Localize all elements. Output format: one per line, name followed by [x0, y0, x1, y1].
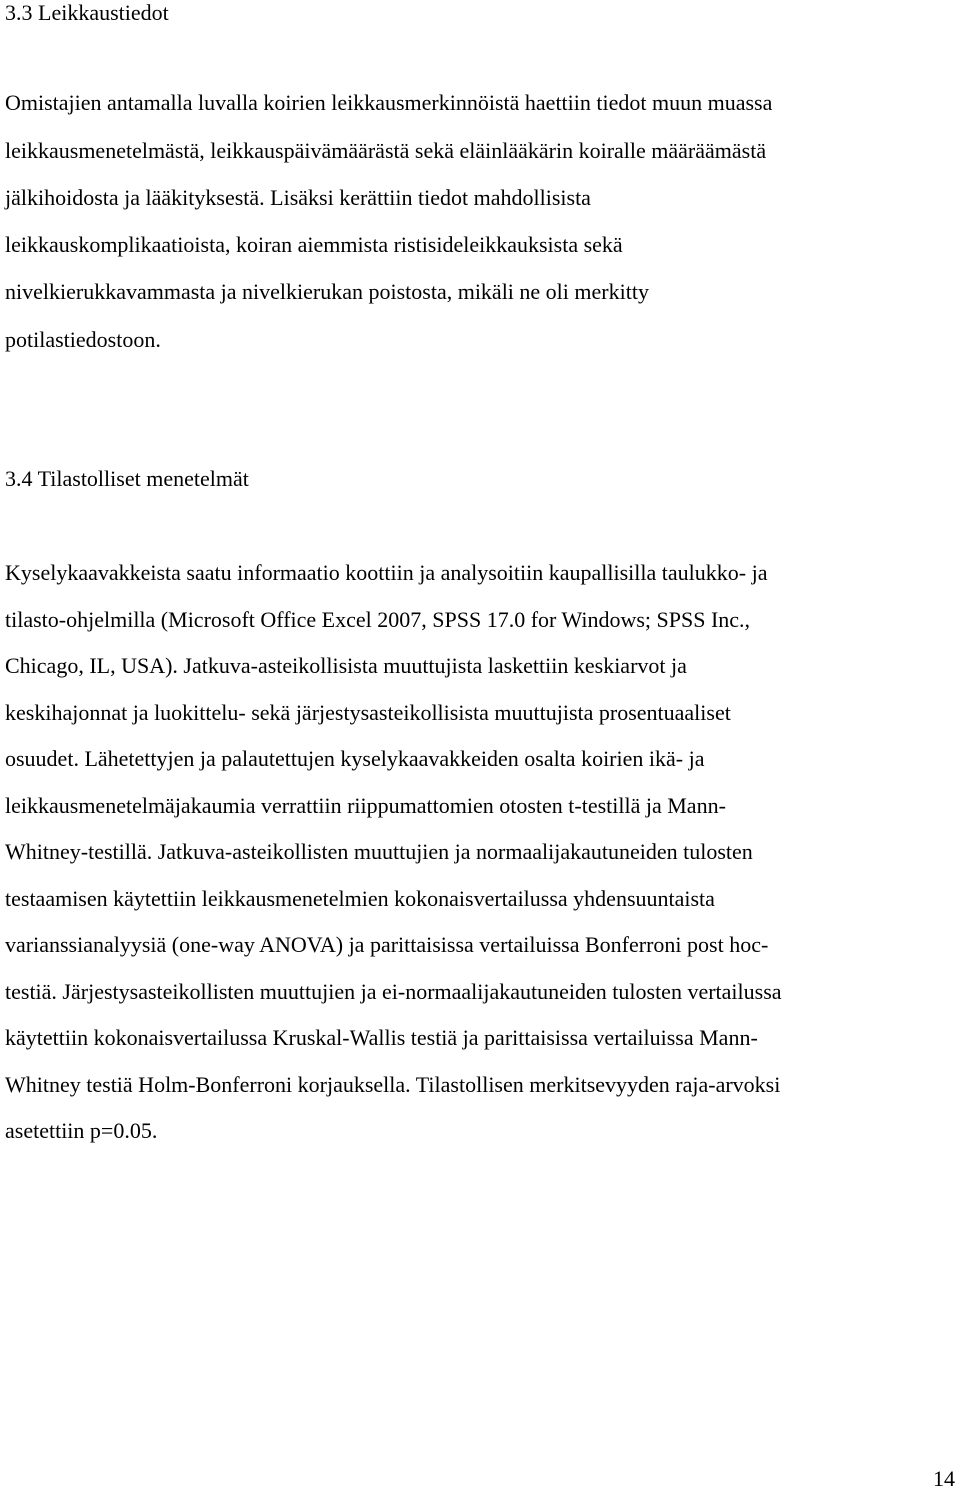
paragraph-line: potilastiedostoon.: [5, 327, 161, 352]
paragraph-line: nivelkierukkavammasta ja nivelkierukan poistosta, mikäli ne oli merkitty: [5, 279, 649, 304]
paragraph-line: Omistajien antamalla luvalla koirien leikkausmerkinnöistä haettiin tiedot muun muassa: [5, 90, 773, 115]
paragraph-line: leikkauskomplikaatioista, koiran aiemmista ristisideleikkauksista sekä: [5, 232, 623, 257]
paragraph-line: asetettiin p=0.05.: [5, 1118, 158, 1143]
paragraph-line: testaamisen käytettiin leikkausmenetelmien kokonaisvertailussa yhdensuuntaista: [5, 886, 715, 911]
paragraph-line: Whitney-testillä. Jatkuva-asteikollisten muuttujien ja normaalijakautuneiden tulosten: [5, 839, 753, 864]
paragraph-line: leikkausmenetelmästä, leikkauspäivämäärästä sekä eläinlääkärin koiralle määräämästä: [5, 138, 767, 163]
paragraph-line: varianssianalyysiä (one-way ANOVA) ja parittaisissa vertailuissa Bonferroni post hoc-: [5, 932, 769, 957]
paragraph-line: Whitney testiä Holm-Bonferroni korjauksella. Tilastollisen merkitsevyyden raja-arvoksi: [5, 1072, 781, 1097]
paragraph-line: Chicago, IL, USA). Jatkuva-asteikollisista muuttujista laskettiin keskiarvot ja: [5, 653, 687, 678]
paragraph-line: käytettiin kokonaisvertailussa Kruskal-Wallis testiä ja parittaisissa vertailuissa Mann-: [5, 1025, 758, 1050]
paragraph-line: osuudet. Lähetettyjen ja palautettujen kyselykaavakkeiden osalta koirien ikä- ja: [5, 746, 705, 771]
section-3-3-heading: 3.3 Leikkaustiedot: [5, 0, 169, 25]
paragraph-line: leikkausmenetelmäjakaumia verrattiin riippumattomien otosten t-testillä ja Mann-: [5, 793, 726, 818]
page-number: 14: [933, 1466, 955, 1491]
section-3-4-heading: 3.4 Tilastolliset menetelmät: [5, 466, 249, 491]
paragraph-line: keskihajonnat ja luokittelu- sekä järjestysasteikollisista muuttujista prosentuaaliset: [5, 700, 731, 725]
paragraph-line: tilasto-ohjelmilla (Microsoft Office Excel 2007, SPSS 17.0 for Windows; SPSS Inc.,: [5, 607, 751, 632]
paragraph-line: Kyselykaavakkeista saatu informaatio koottiin ja analysoitiin kaupallisilla taulukko- ja: [5, 560, 768, 585]
paragraph-line: testiä. Järjestysasteikollisten muuttujien ja ei-normaalijakautuneiden tulosten vertailussa: [5, 979, 782, 1004]
paragraph-line: jälkihoidosta ja lääkityksestä. Lisäksi kerättiin tiedot mahdollisista: [5, 185, 591, 210]
